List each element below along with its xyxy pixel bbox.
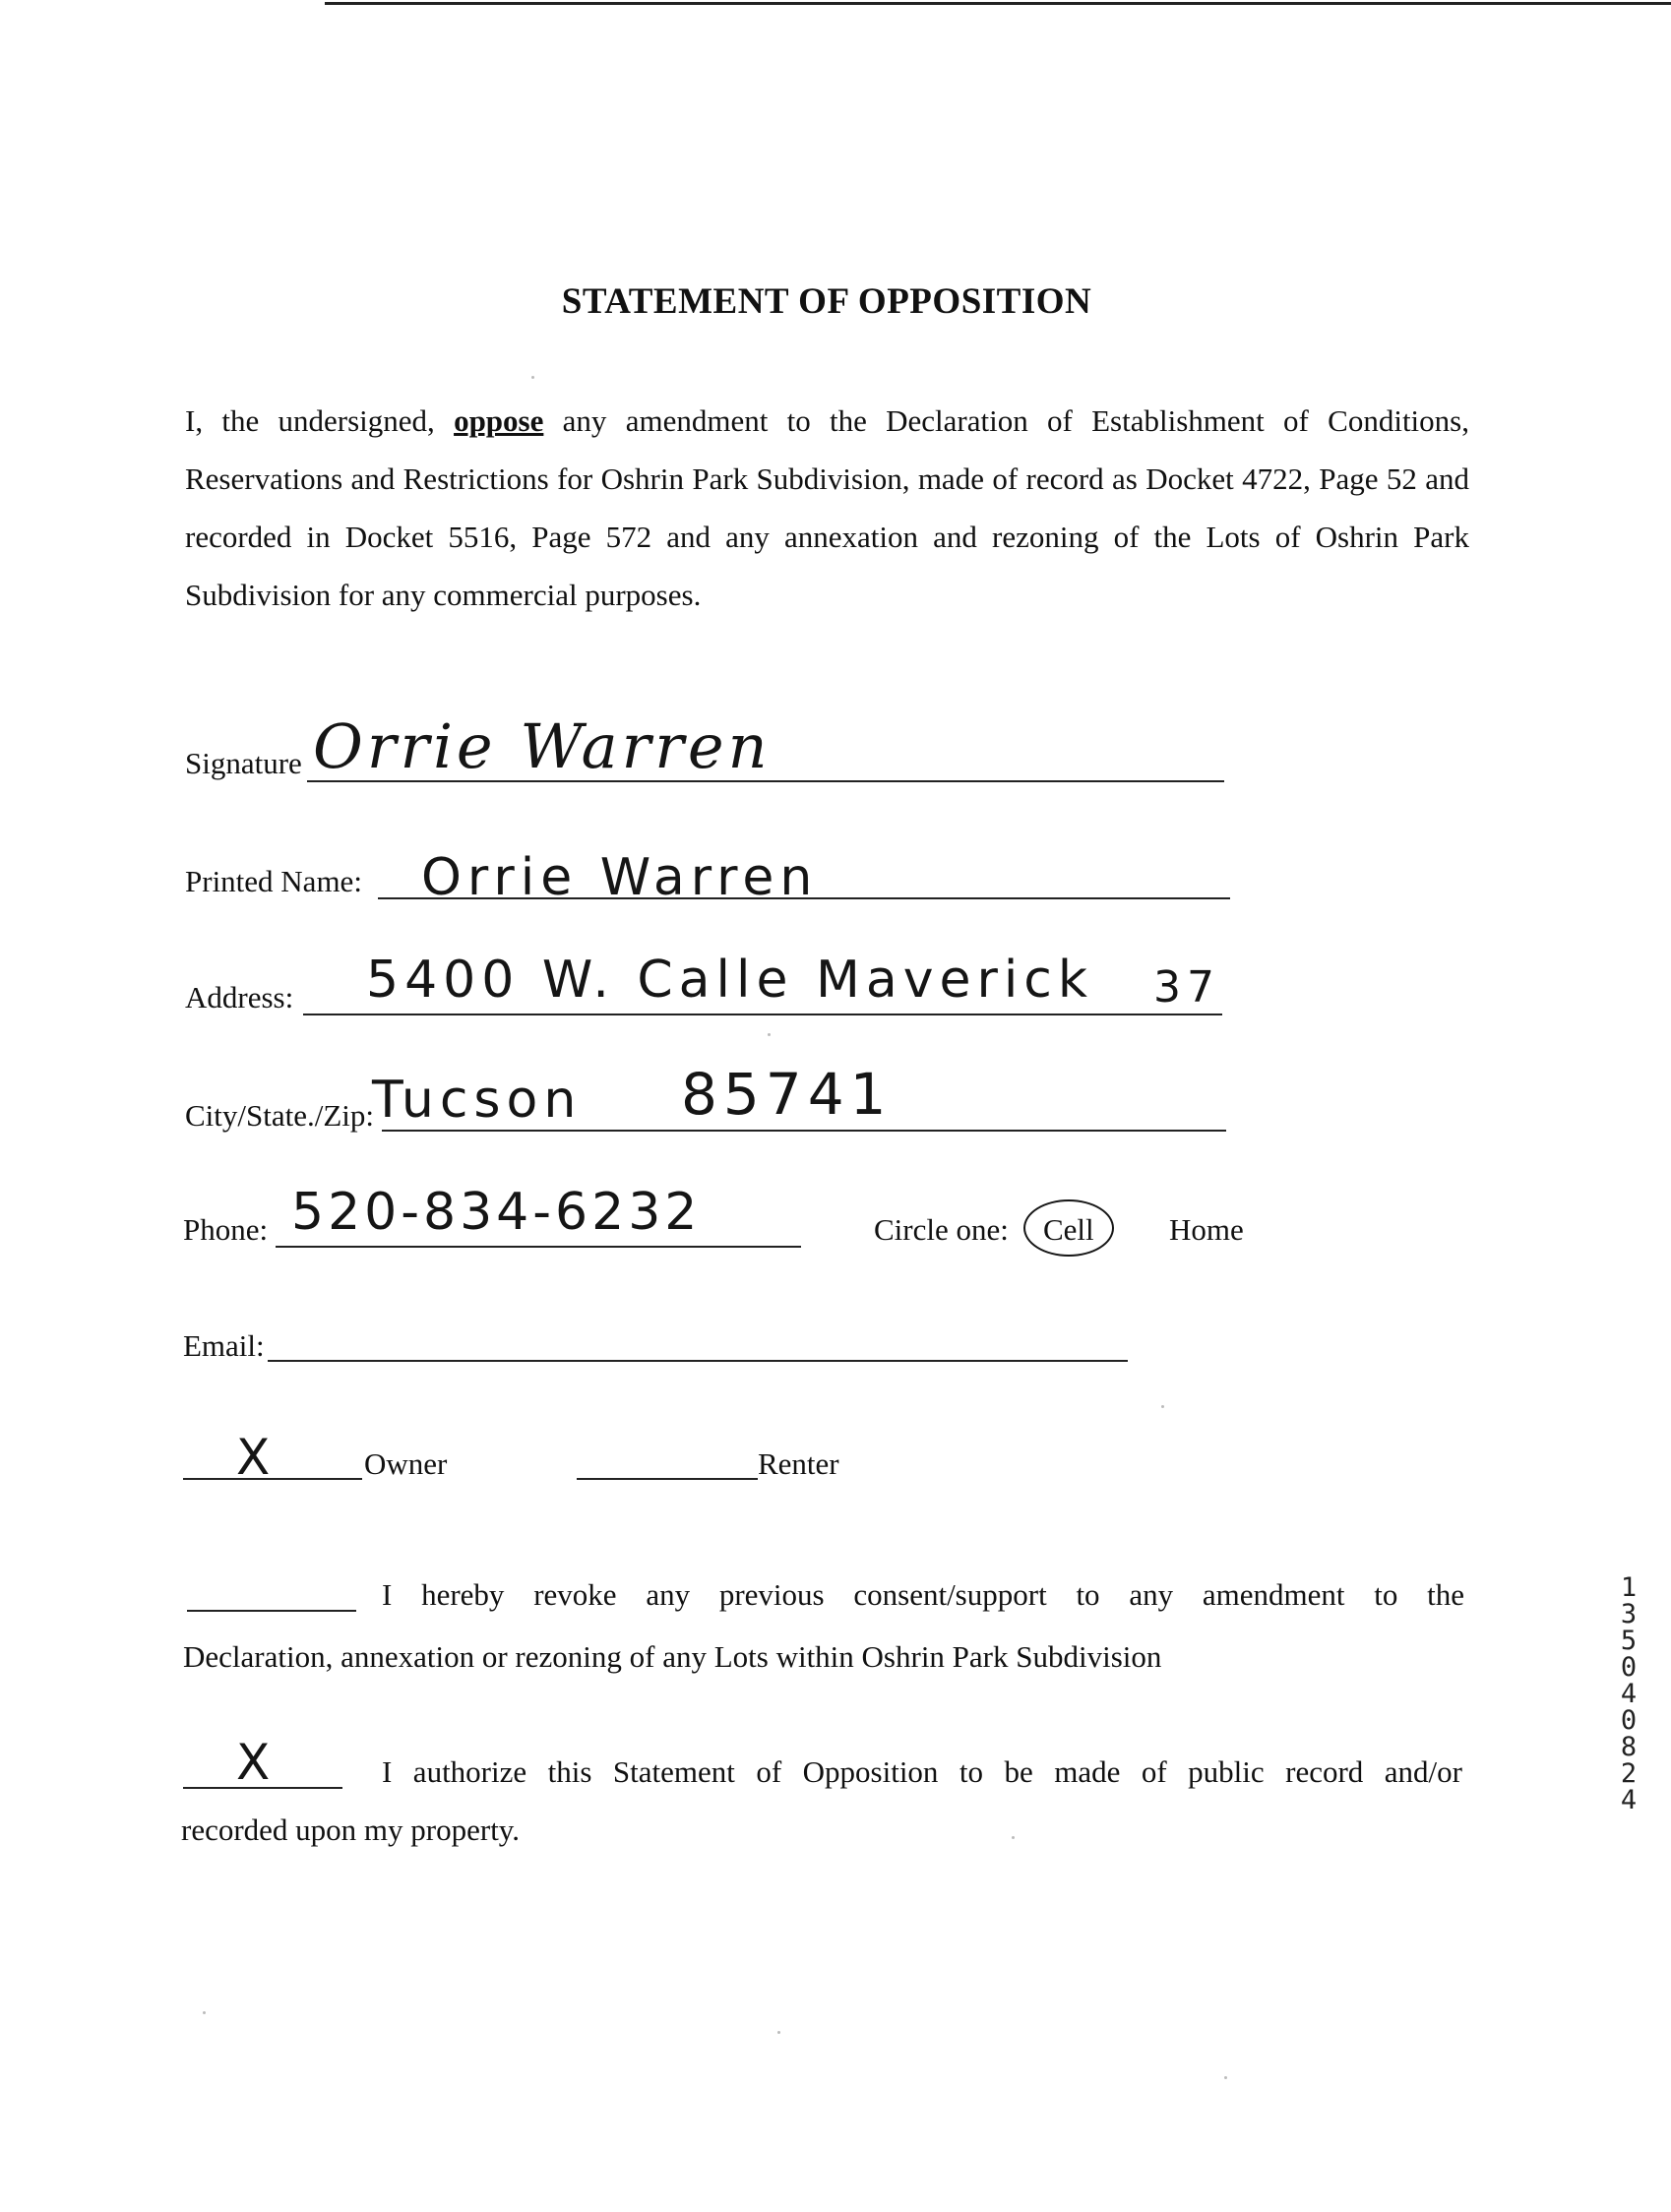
document-title: STATEMENT OF OPPOSITION xyxy=(561,281,1092,322)
authorize-x-mark[interactable]: X xyxy=(236,1734,271,1791)
circle-one-label: Circle one: xyxy=(874,1212,1009,1247)
signature-handwritten[interactable]: Orrie Warren xyxy=(313,710,772,782)
city-state-zip-label: City/State./Zip: xyxy=(185,1098,375,1133)
revoke-line xyxy=(187,1610,356,1612)
email-label: Email: xyxy=(183,1328,265,1363)
authorize-text-line1: I authorize this Statement of Opposition to be made of public record and/or xyxy=(382,1754,1462,1789)
scan-top-border xyxy=(325,2,1671,5)
city-value[interactable]: Tucson xyxy=(372,1071,583,1130)
phone-line xyxy=(276,1246,801,1248)
scan-speck xyxy=(203,2011,206,2014)
scan-speck xyxy=(1012,1836,1015,1839)
authorize-text-line2: recorded upon my property. xyxy=(181,1813,521,1847)
scan-speck xyxy=(1161,1405,1164,1408)
phone-label: Phone: xyxy=(183,1212,269,1247)
statement-oppose-word: oppose xyxy=(454,403,544,438)
option-home[interactable]: Home xyxy=(1169,1212,1244,1247)
city-state-zip-line xyxy=(382,1130,1226,1132)
renter-line xyxy=(577,1478,758,1480)
owner-x-mark[interactable]: X xyxy=(236,1429,271,1486)
email-line xyxy=(268,1360,1128,1362)
statement-rest: any amendment to the Declaration of Establishment of Conditions, Reservations and Restrictions for Oshrin Park Subdivision, made of record as Docket 4722, Page 52 and recorded in Docket 5516, Page 572 and any annexation and rezoning of the Lots of Oshrin Park Subdivision for any commercial purposes. xyxy=(185,403,1469,612)
address-value[interactable]: 5400 W. Calle Maverick xyxy=(366,951,1093,1010)
scan-speck xyxy=(768,1033,771,1036)
zip-value[interactable]: 85741 xyxy=(681,1061,893,1128)
recording-stamp-number: 13504 0824 xyxy=(1620,1572,1638,1815)
phone-value[interactable]: 520-834-6232 xyxy=(291,1183,702,1242)
scan-speck xyxy=(531,376,534,379)
printed-name-label: Printed Name: xyxy=(185,864,362,898)
renter-label: Renter xyxy=(758,1446,839,1481)
option-cell[interactable]: Cell xyxy=(1043,1212,1094,1247)
address-line xyxy=(303,1014,1222,1015)
signature-label: Signature xyxy=(185,746,302,780)
address-label: Address: xyxy=(185,980,294,1014)
scan-speck xyxy=(777,2031,780,2034)
revoke-text-line1: I hereby revoke any previous consent/support to any amendment to the xyxy=(382,1577,1464,1612)
owner-label: Owner xyxy=(364,1446,448,1481)
revoke-text-line2: Declaration, annexation or rezoning of any Lots within Oshrin Park Subdivision xyxy=(183,1639,1162,1674)
statement-lead: I, the undersigned, xyxy=(185,403,455,438)
scan-speck xyxy=(1224,2076,1227,2079)
owner-line xyxy=(183,1478,362,1480)
address-unit[interactable]: 37 xyxy=(1153,962,1220,1013)
opposition-statement xyxy=(185,392,1469,624)
printed-name-value[interactable]: Orrie Warren xyxy=(421,848,819,907)
